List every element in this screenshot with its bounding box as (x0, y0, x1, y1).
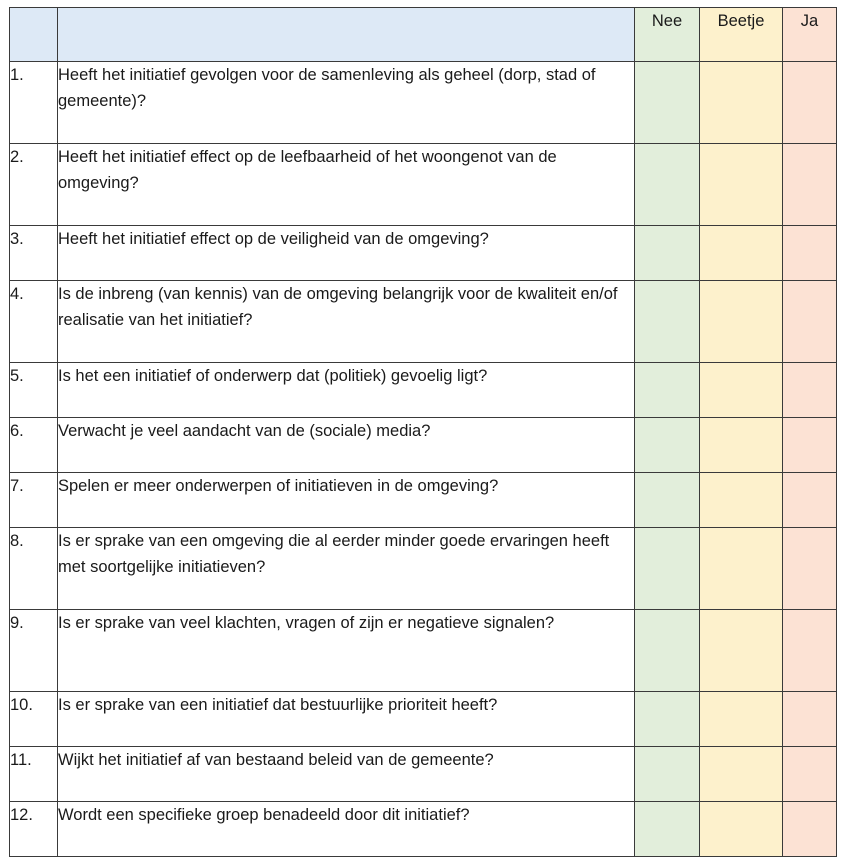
table-row (10, 473, 837, 528)
answer-nee-cell[interactable] (635, 62, 700, 144)
answer-ja-cell[interactable] (783, 802, 837, 857)
table-row (10, 62, 837, 144)
answer-nee-cell[interactable] (635, 747, 700, 802)
row-number: 6. (10, 418, 58, 473)
row-number: 9. (10, 610, 58, 692)
answer-ja-cell[interactable] (783, 528, 837, 610)
answer-beetje-cell[interactable] (700, 747, 783, 802)
answer-ja-cell[interactable] (783, 610, 837, 692)
answer-ja-cell[interactable] (783, 281, 837, 363)
answer-ja-cell[interactable] (783, 418, 837, 473)
row-number: 7. (10, 473, 58, 528)
table-row (10, 802, 837, 857)
answer-ja-cell[interactable] (783, 363, 837, 418)
answer-nee-cell[interactable] (635, 281, 700, 363)
answer-ja-cell[interactable] (783, 473, 837, 528)
row-number: 10. (10, 692, 58, 747)
answer-nee-cell[interactable] (635, 418, 700, 473)
table-row (10, 144, 837, 226)
row-question: Is er sprake van veel klachten, vragen of zijn er negatieve signalen? (58, 610, 635, 692)
row-number: 12. (10, 802, 58, 857)
header-number-cell (10, 8, 58, 62)
table-row (10, 418, 837, 473)
answer-nee-cell[interactable] (635, 363, 700, 418)
answer-ja-cell[interactable] (783, 144, 837, 226)
row-question: Wijkt het initiatief af van bestaand beleid van de gemeente? (58, 747, 635, 802)
row-question: Heeft het initiatief gevolgen voor de samenleving als geheel (dorp, stad of gemeente)? (58, 62, 635, 144)
row-number: 5. (10, 363, 58, 418)
answer-nee-cell[interactable] (635, 528, 700, 610)
answer-ja-cell[interactable] (783, 62, 837, 144)
answer-beetje-cell[interactable] (700, 692, 783, 747)
table-row (10, 281, 837, 363)
row-question: Is er sprake van een initiatief dat bestuurlijke prioriteit heeft? (58, 692, 635, 747)
row-question: Heeft het initiatief effect op de veiligheid van de omgeving? (58, 226, 635, 281)
table-row (10, 747, 837, 802)
answer-beetje-cell[interactable] (700, 610, 783, 692)
answer-nee-cell[interactable] (635, 473, 700, 528)
answer-ja-cell[interactable] (783, 747, 837, 802)
answer-beetje-cell[interactable] (700, 363, 783, 418)
table-row (10, 692, 837, 747)
table-row (10, 528, 837, 610)
row-number: 1. (10, 62, 58, 144)
answer-beetje-cell[interactable] (700, 144, 783, 226)
table-row (10, 363, 837, 418)
row-question: Is er sprake van een omgeving die al eerder minder goede ervaringen heeft met soortgelijke initiatieven? (58, 528, 635, 610)
answer-beetje-cell[interactable] (700, 802, 783, 857)
answer-beetje-cell[interactable] (700, 62, 783, 144)
header-question-cell (58, 8, 635, 62)
row-question: Spelen er meer onderwerpen of initiatieven in de omgeving? (58, 473, 635, 528)
row-number: 3. (10, 226, 58, 281)
row-question: Heeft het initiatief effect op de leefbaarheid of het woongenot van de omgeving? (58, 144, 635, 226)
answer-beetje-cell[interactable] (700, 528, 783, 610)
row-question: Wordt een specifieke groep benadeeld door dit initiatief? (58, 802, 635, 857)
row-number: 2. (10, 144, 58, 226)
answer-beetje-cell[interactable] (700, 418, 783, 473)
answer-beetje-cell[interactable] (700, 281, 783, 363)
answer-beetje-cell[interactable] (700, 226, 783, 281)
row-question: Is het een initiatief of onderwerp dat (politiek) gevoelig ligt? (58, 363, 635, 418)
header-ja: Ja (783, 8, 837, 62)
row-question: Verwacht je veel aandacht van de (sociale) media? (58, 418, 635, 473)
row-number: 8. (10, 528, 58, 610)
answer-beetje-cell[interactable] (700, 473, 783, 528)
answer-nee-cell[interactable] (635, 144, 700, 226)
header-nee: Nee (635, 8, 700, 62)
row-question: Is de inbreng (van kennis) van de omgeving belangrijk voor de kwaliteit en/of realisatie van het initiatief? (58, 281, 635, 363)
header-beetje: Beetje (700, 8, 783, 62)
checklist-table (9, 7, 837, 857)
table-row (10, 610, 837, 692)
answer-nee-cell[interactable] (635, 610, 700, 692)
answer-nee-cell[interactable] (635, 692, 700, 747)
answer-nee-cell[interactable] (635, 802, 700, 857)
table-row (10, 226, 837, 281)
answer-ja-cell[interactable] (783, 226, 837, 281)
row-number: 4. (10, 281, 58, 363)
header-row (10, 8, 837, 62)
row-number: 11. (10, 747, 58, 802)
answer-nee-cell[interactable] (635, 226, 700, 281)
answer-ja-cell[interactable] (783, 692, 837, 747)
